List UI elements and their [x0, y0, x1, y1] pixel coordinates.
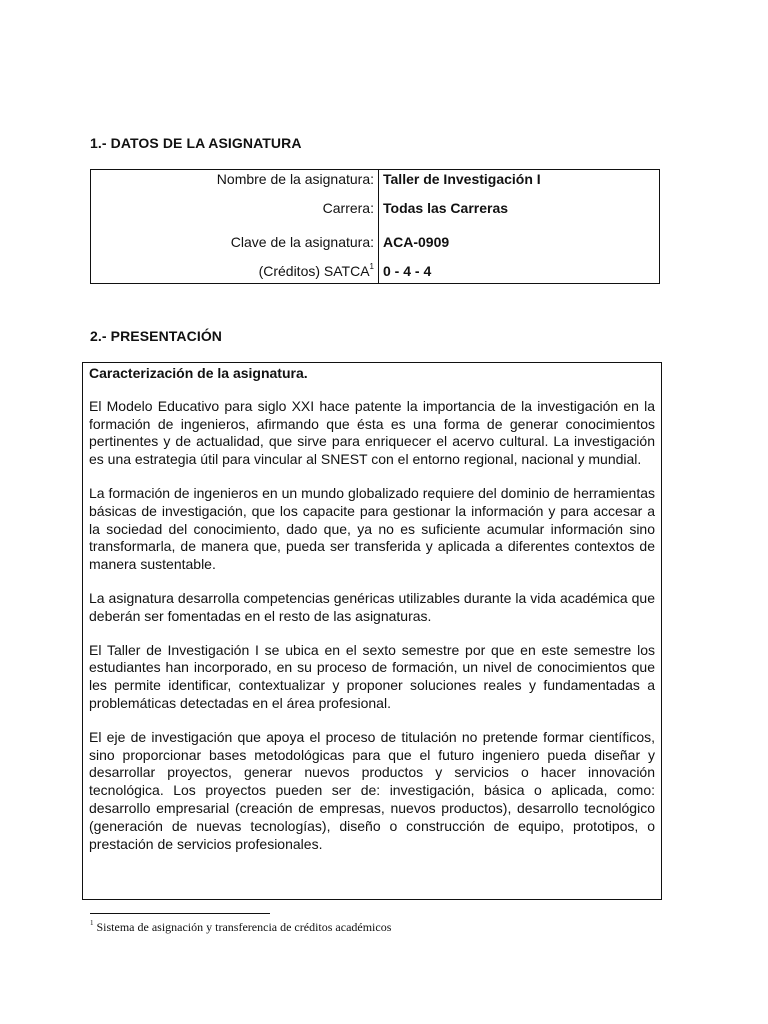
course-data-table: [90, 169, 660, 284]
section-2-heading: 2.- PRESENTACIÓN: [90, 328, 223, 344]
footnote-mark: 1: [90, 919, 94, 927]
section-1-heading: 1.- DATOS DE LA ASIGNATURA: [90, 135, 302, 151]
course-key-label: Clave de la asignatura:: [91, 225, 379, 259]
table-row: [91, 170, 660, 192]
footnote: [90, 920, 391, 935]
career-value: Todas las Carreras: [383, 200, 509, 216]
footnote-text: Sistema de asignación y transferencia de créditos académicos: [96, 920, 392, 934]
paragraph: La formación de ingenieros en un mundo globalizado requiere del dominio de herramientas básicas de investigación, que los capacite para gestionar la información y para accesar a la sociedad del conocimiento, dado que, ya no es suficiente acumular información sino transformarla, de manera que, pueda ser transferida y aplicada a diferentes contextos de manera sustentable.: [89, 484, 655, 573]
paragraph: El eje de investigación que apoya el proceso de titulación no pretende formar científicos, sino proporcionar bases metodológicas para que el futuro ingeniero pueda diseñar y desarrollar proyectos, generar nuevos productos y servicios o hacer innovación tecnológica. Los proyectos pueden ser de: investigación, básica o aplicada, como: desarrollo empresarial (creación de empresas, nuevos productos), desarrollo tecnológico (generación de nuevas tecnologías), diseño o construcción de equipo, prototipos, o prestación de servicios profesionales.: [89, 728, 655, 852]
career-label: Carrera:: [91, 191, 379, 225]
table-row: [91, 191, 660, 225]
table-row: [91, 259, 660, 284]
course-name-value: Taller de Investigación I: [383, 171, 541, 187]
credits-label-cell: [91, 259, 379, 284]
footnote-reference: 1: [369, 262, 374, 272]
paragraph: El Modelo Educativo para siglo XXI hace patente la importancia de la investigación en la formación de ingenieros, afirmando que ésta es una forma de generar conocimientos pertinentes y de actualidad, que sirve para enriquecer el acervo cultural. La investigación es una estrategia útil para vincular al SNEST con el entorno regional, nacional y mundial.: [89, 397, 655, 468]
presentation-box: [82, 362, 662, 900]
paragraph: La asignatura desarrolla competencias genéricas utilizables durante la vida académica que deberán ser fomentadas en el resto de las asignaturas.: [89, 589, 655, 624]
footnote-divider: [90, 913, 270, 914]
credits-value: 0 - 4 - 4: [383, 263, 432, 279]
credits-label: (Créditos) SATCA: [258, 263, 370, 279]
paragraph: El Taller de Investigación I se ubica en el sexto semestre por que en este semestre los estudiantes han incorporado, en su proceso de formación, un nivel de conocimientos que les permite identificar, contextualizar y proponer soluciones reales y fundamentadas a problemáticas detectadas en el área profesional.: [89, 641, 655, 711]
presentation-subtitle: Caracterización de la asignatura.: [89, 365, 308, 381]
course-name-label: Nombre de la asignatura:: [91, 170, 379, 192]
table-row: [91, 225, 660, 259]
course-key-value: ACA-0909: [383, 234, 450, 250]
